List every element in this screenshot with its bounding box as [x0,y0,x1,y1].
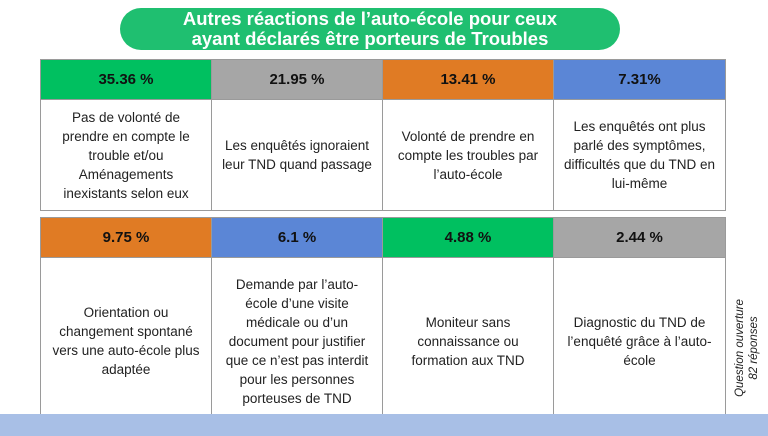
title-line-1: Autres réactions de l’auto-école pour ceux [182,8,558,29]
description-cell: Orientation ou changement spontané vers une auto-école plus adaptée [41,258,212,424]
percent-cell: 21.95 % [212,60,383,100]
description-cell: Pas de volonté de prendre en compte le trouble et/ou Aménagements inexistants selon eux [41,100,212,210]
description-cell: Diagnostic du TND de l’enquêté grâce à l’auto-école [567,314,712,368]
description-cell: Les enquêtés ignoraient leur TND quand passage [212,100,383,210]
percent-cell: 35.36 % [41,60,212,100]
results-table-2 [40,217,726,425]
percent-cell: 13.41 % [383,60,554,100]
page-title [120,8,620,50]
description-cell: Moniteur sans connaissance ou formation aux TND [383,258,554,424]
bottom-band [0,414,768,436]
survey-response-count: 82 réponses [748,316,760,380]
survey-question-type: Question ouverture [734,299,746,397]
results-table-1 [40,59,726,211]
percent-cell: 9.75 % [41,218,212,258]
percent-cell: 7.31% [554,60,725,100]
survey-note [733,288,761,408]
percent-cell: 4.88 % [383,218,554,258]
percent-cell: 6.1 % [212,218,383,258]
description-cell: Les enquêtés ont plus parlé des symptômes, difficultés que du TND en lui-même [563,119,716,191]
description-cell: Volonté de prendre en compte les troubles par l’auto-école [383,100,554,210]
percent-cell: 2.44 % [554,218,725,258]
description-cell: Demande par l’auto-école d’une visite médicale ou d’un document pour justifier que ce n’est pas interdit pour les personnes porteuses de TND [212,258,383,424]
title-line-2: ayant déclarés être porteurs de Troubles [191,28,549,49]
